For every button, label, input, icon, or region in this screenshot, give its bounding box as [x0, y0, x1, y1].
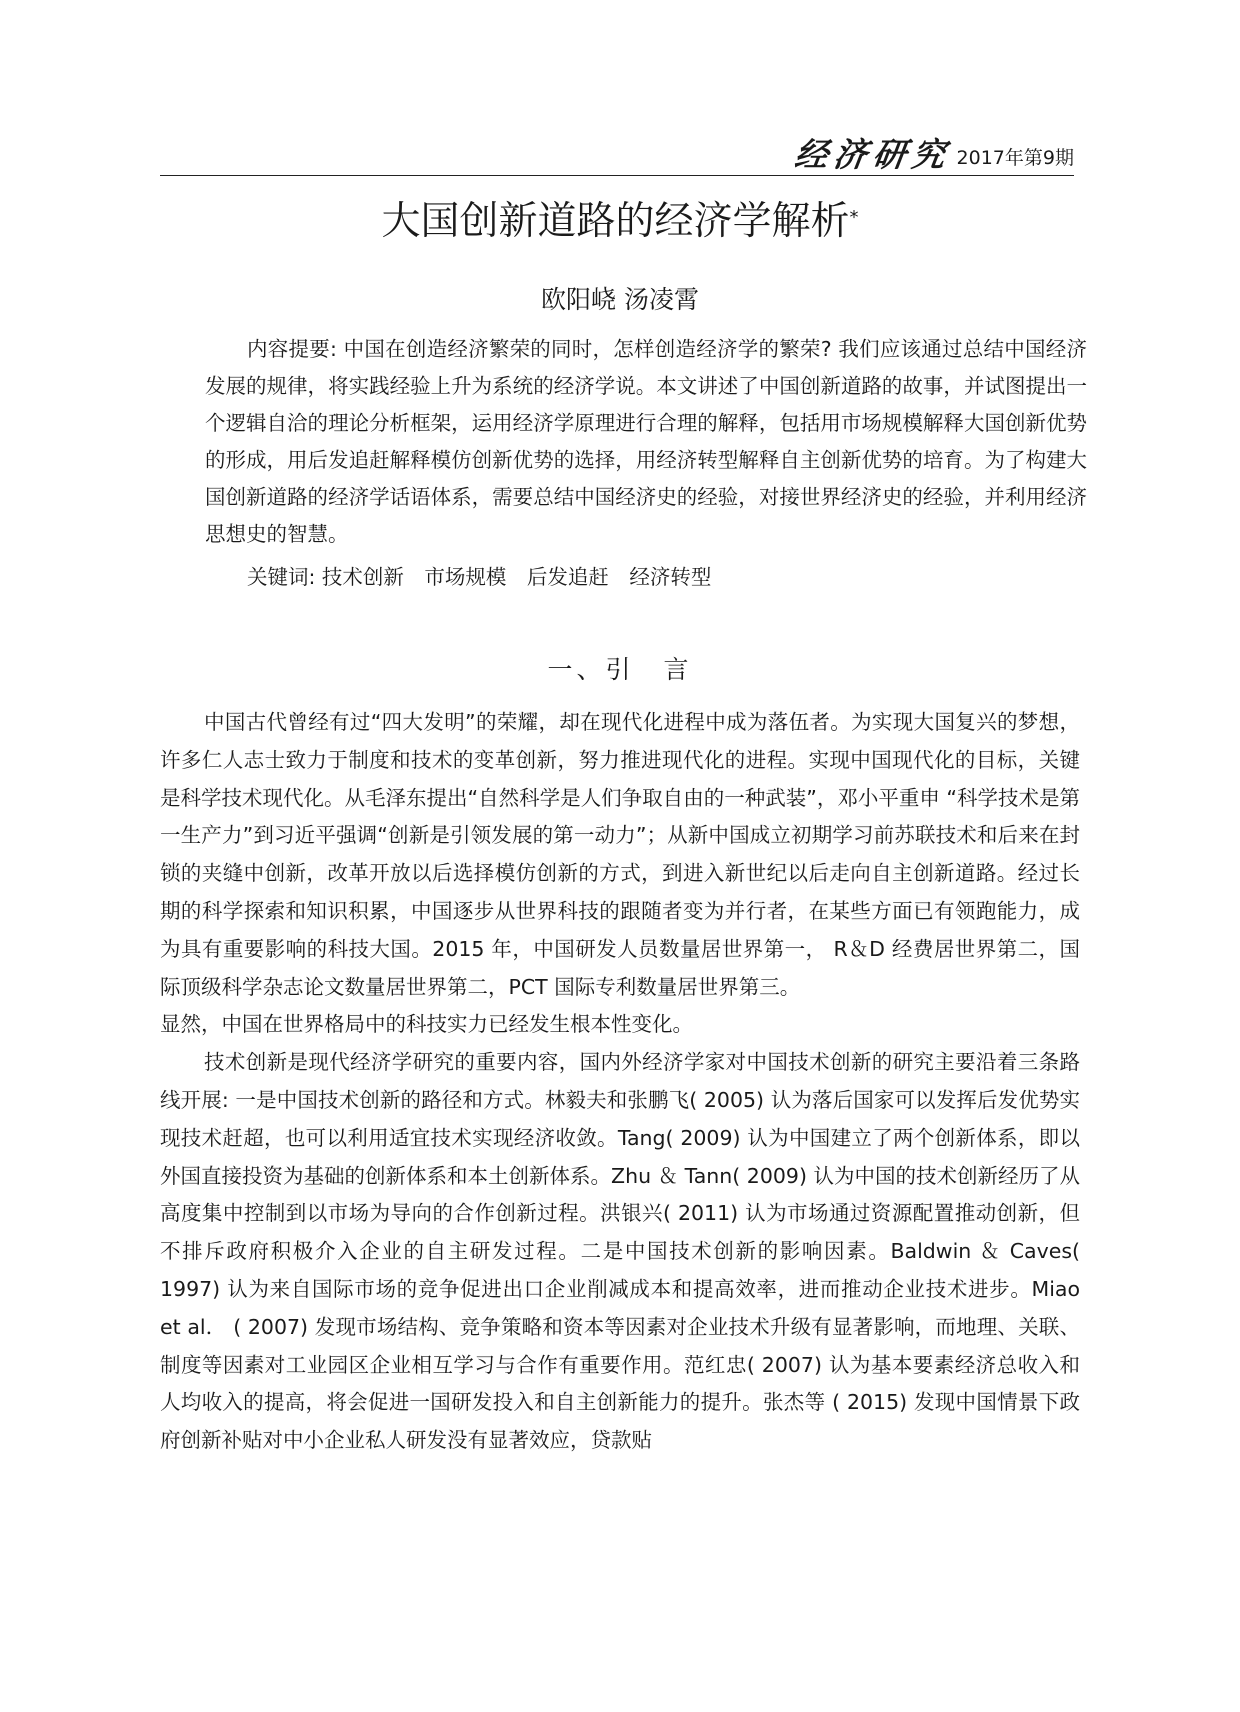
article-title — [0, 196, 1240, 248]
keywords: 关键词: 技术创新 市场规模 后发追赶 经济转型 — [247, 565, 712, 589]
body-paragraph: 中国古代曾经有过“四大发明”的荣耀，却在现代化进程中成为落伍者。为实现大国复兴的梦想，许多仁人志士致力于制度和技术的变革创新，努力推进现代化的进程。实现中国现代化的目标，关键是科学技术现代化。从毛泽东提出“自然科学是人们争取自由的一种武装”，邓小平重申 “科学技术是第一生产力”到习近平强调“创新是引领发展的第一动力”；从新中国成立初期学习前苏联技术和后来在封锁的夹缝中创新，改革开放以后选择模仿创新的方式，到进入新世纪以后走向自主创新道路。经过长期的科学探索和知识积累，中国逐步从世界科技的跟随者变为并行者，在某些方面已有领跑能力，成为具有重要影响的科技大国。2015 年，中国研发人员数量居世界第一， R＆D 经费居世界第二，国际顶级科学杂志论文数量居世界第二，PCT 国际专利数量居世界第三。 — [160, 710, 1080, 999]
section-heading: 一、引 言 — [547, 655, 693, 684]
body-paragraph: 显然，中国在世界格局中的科技实力已经发生根本性变化。 — [160, 1012, 693, 1037]
article-title-text: 大国创新道路的经济学解析 — [381, 199, 850, 244]
issue-label: 2017年第9期 — [956, 147, 1074, 169]
running-header — [160, 136, 1074, 176]
section-body — [160, 704, 1080, 1460]
body-paragraph: 技术创新是现代经济学研究的重要内容，国内外经济学家对中国技术创新的研究主要沿着三条路线开展: 一是中国技术创新的路径和方式。林毅夫和张鹏飞( 2005) 认为落后国家可以发挥后发优势实现技术赶超，也可以利用适宜技术实现经济收敛。Tang( 2009) 认为中国建立了两个创新体系，即以外国直接投资为基础的创新体系和本土创新体系。Zhu ＆ Tann( 2009) 认为中国的技术创新经历了从高度集中控制到以市场为导向的合作创新过程。洪银兴( 2011) 认为市场通过资源配置推动创新，但不排斥政府积极介入企业的自主研发过程。二是中国技术创新的影响因素。Baldwin ＆ Caves( 1997) 认为来自国际市场的竞争促进出口企业削减成本和提高效率，进而推动企业技术进步。Miao et al． ( 2007) 发现市场结构、竞争策略和资本等因素对企业技术升级有显著影响，而地理、关联、制度等因素对工业园区企业相互学习与合作有重要作用。范红忠( 2007) 认为基本要素经济总收入和人均收入的提高，将会促进一国研发投入和自主创新能力的提升。张杰等 ( 2015) 发现中国情景下政府创新补贴对中小企业私人研发没有显著效应，贷款贴 — [160, 1050, 1080, 1453]
title-footnote-mark: * — [849, 207, 859, 228]
abstract: 内容提要: 中国在创造经济繁荣的同时，怎样创造经济学的繁荣? 我们应该通过总结中国经济发展的规律，将实践经验上升为系统的经济学说。本文讲述了中国创新道路的故事，并试图提出一个逻辑自洽的理论分析框架，运用经济学原理进行合理的解释，包括用市场规模解释大国创新优势的形成，用后发追赶解释模仿创新优势的选择，用经济转型解释自主创新优势的培育。为了构建大国创新道路的经济学话语体系，需要总结中国经济史的经验，对接世界经济史的经验，并利用经济思想史的智慧。 — [205, 337, 1087, 546]
journal-logo: 经济研究 — [791, 135, 954, 174]
article-authors: 欧阳峣 汤凌霄 — [541, 285, 699, 314]
